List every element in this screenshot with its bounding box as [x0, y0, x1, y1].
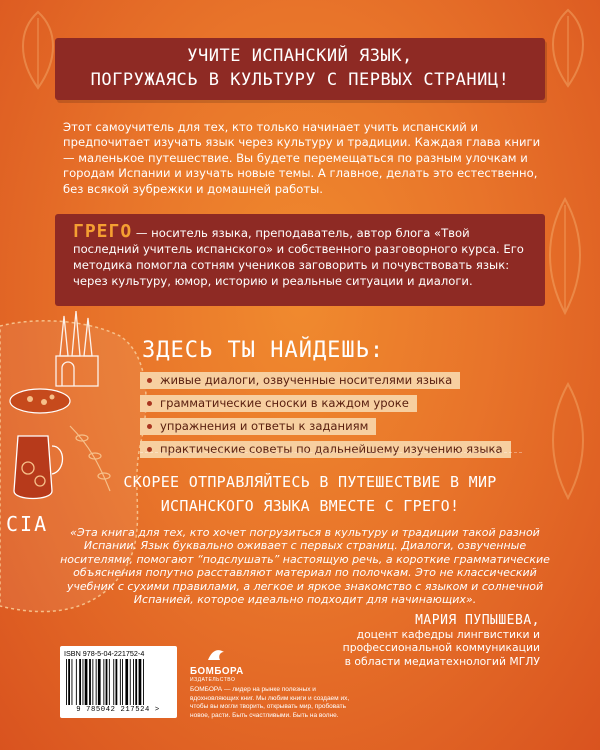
feature-item: упражнения и ответы к заданиям [140, 418, 376, 435]
map-label: CIA [6, 512, 49, 536]
author-description [73, 221, 533, 289]
cta-line-1: СКОРЕЕ ОТПРАВЛЯЙТЕСЬ В ПУТЕШЕСТВИЕ В МИР [123, 473, 497, 491]
isbn-label: ISBN 978-5-04-221752-4 [64, 649, 145, 658]
intro-paragraph: Этот самоучитель для тех, кто только начинает учить испанский и предпочитает изучать язык через культуру и традиции. Каждая глава книги — маленькое путешествие. Вы будете перемещаться по разным улочкам и городам Испании и изучать новые темы. А главное, делать это естественно, без всякой зубрежки и домашней работы. [63, 120, 541, 196]
barcode-number: 9 785042 217524 > [76, 706, 160, 714]
reviewer-title: доцент кафедры лингвистики и профессиональной коммуникации в области медиатехнологий МГЛУ [342, 627, 540, 668]
feature-item: грамматические сноски в каждом уроке [140, 395, 417, 412]
isbn-barcode [60, 646, 177, 718]
features-list [140, 372, 511, 464]
reviewer-name: МАРИЯ ПУПЫШЕВА, [415, 613, 540, 628]
publisher-description: БОМБОРА — лидер на рынке полезных и вдохновляющих книг. Мы любим книги и создаем их, чтобы вы могли творить, открывать мир, пробовать новое, расти. Быть счастливыми. Быть на волне. [190, 686, 350, 719]
publisher-subtitle: ИЗДАТЕЛЬСТВО [190, 677, 236, 683]
headline-line-1: УЧИТЕ ИСПАНСКИЙ ЯЗЫК, [187, 46, 413, 66]
divider [140, 452, 522, 453]
bombora-wave-icon [206, 644, 228, 666]
headline-banner [55, 38, 545, 100]
features-title: ЗДЕСЬ ТЫ НАЙДЕШЬ: [142, 338, 385, 363]
paella-icon [10, 389, 70, 413]
reviewer-signature [340, 614, 540, 668]
leaf-decoration-icon [540, 8, 595, 88]
review-quote: «Эта книга для тех, кто хочет погрузиться в культуру и традиции такой разной Испании. Язык буквально оживает с первых страниц. Диалоги, озвученные носителями, помогают “подслушать” настоящую речь, а короткие грамматические объяснения попутно расставляют материал по полочкам. Это не классический учебник с сухими правилами, а легкое и яркое знакомство с языком и солнечной Испанией, которое идеально подходит для начинающих». [60, 526, 550, 607]
headline-line-2: ПОГРУЖАЯСЬ В КУЛЬТУРУ С ПЕРВЫХ СТРАНИЦ! [90, 70, 510, 90]
publisher-name: БОМБОРА [190, 666, 244, 677]
feature-item: живые диалоги, озвученные носителями языка [140, 372, 460, 389]
author-box [55, 214, 545, 306]
leaf-decoration-icon [540, 380, 595, 500]
author-name: ГРЕГО [73, 221, 133, 242]
publisher-logo [190, 644, 244, 683]
barcode-icon [66, 659, 171, 705]
author-bio: — носитель языка, преподаватель, автор блога «Твой последний учитель испанского» и собственного разговорного курса. Его методика помогла сотням учеников заговорить и почувствовать язык: через культуру, юмор, историю и реальные ситуации и диалоги. [73, 226, 524, 288]
feature-item: практические советы по дальнейшему изучению языка [140, 441, 511, 458]
cta-line-2: ИСПАНСКОГО ЯЗЫКА ВМЕСТЕ С ГРЕГО! [160, 497, 460, 515]
call-to-action [80, 470, 540, 518]
